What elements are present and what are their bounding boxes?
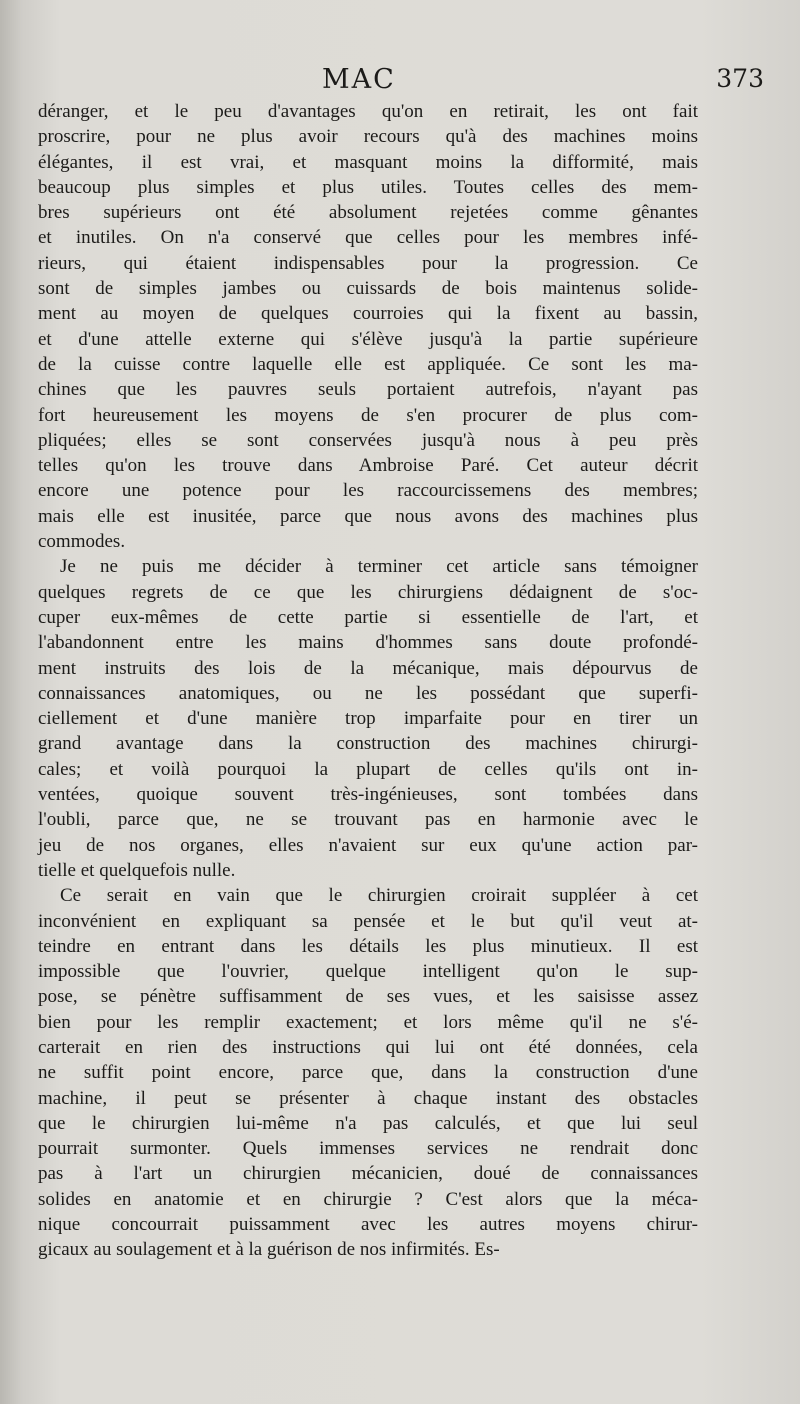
text-line: telles qu'on les trouve dans Ambroise Paré. Cet auteur décrit — [38, 455, 698, 477]
paragraph — [38, 99, 698, 554]
text-line: nique concourrait puissamment avec les autres moyens chirur- — [38, 1214, 698, 1236]
text-line: proscrire, pour ne plus avoir recours qu'à des machines moins — [38, 126, 698, 148]
text-line: bres supérieurs ont été absolument rejetées comme gênantes — [38, 202, 698, 224]
text-line: Ce serait en vain que le chirurgien croirait suppléer à cet — [60, 885, 698, 907]
paragraph — [38, 883, 698, 1262]
text-line: commodes. — [38, 531, 126, 553]
text-line: l'abandonnent entre les mains d'hommes sans doute profondé- — [38, 632, 698, 654]
text-line: inconvénient en expliquant sa pensée et le but qu'il veut at- — [38, 910, 698, 932]
text-line: cuper eux-mêmes de cette partie si essentielle de l'art, et — [38, 606, 698, 628]
text-line: solides en anatomie et en chirurgie ? C'est alors que la méca- — [38, 1188, 698, 1210]
text-line: pliquées; elles se sont conservées jusqu'à nous à peu près — [38, 429, 698, 451]
text-line: chines que les pauvres seuls portaient autrefois, n'ayant pas — [38, 379, 698, 401]
text-line: beaucoup plus simples et plus utiles. Toutes celles des mem- — [38, 176, 698, 198]
text-line: encore une potence pour les raccourcissemens des membres; — [38, 480, 698, 502]
text-line: l'oubli, parce que, ne se trouvant pas en harmonie avec le — [38, 809, 698, 831]
text-line: Je ne puis me décider à terminer cet article sans témoigner — [60, 556, 698, 578]
text-line: élégantes, il est vrai, et masquant moins la difformité, mais — [38, 151, 698, 173]
text-line: machine, il peut se présenter à chaque instant des obstacles — [38, 1087, 698, 1109]
text-line: bien pour les remplir exactement; et lors même qu'il ne s'é- — [38, 1011, 698, 1033]
text-line: et d'une attelle externe qui s'élève jusqu'à la partie supérieure — [38, 328, 698, 350]
text-line: pourrait surmonter. Quels immenses services ne rendrait donc — [38, 1138, 698, 1160]
text-line: que le chirurgien lui-même n'a pas calculés, et que lui seul — [38, 1112, 698, 1134]
text-line: cales; et voilà pourquoi la plupart de celles qu'ils ont in- — [38, 758, 698, 780]
text-line: pose, se pénètre suffisamment de ses vues, et les saisisse assez — [38, 986, 698, 1008]
text-line: grand avantage dans la construction des machines chirurgi- — [38, 733, 698, 755]
text-line: connaissances anatomiques, ou ne les possédant que superfi- — [38, 682, 698, 704]
text-line: quelques regrets de ce que les chirurgiens dédaignent de s'oc- — [38, 581, 698, 603]
text-line: jeu de nos organes, elles n'avaient sur eux qu'une action par- — [38, 834, 698, 856]
text-line: carterait en rien des instructions qui lui ont été données, cela — [38, 1036, 698, 1058]
text-line: teindre en entrant dans les détails les plus minutieux. Il est — [38, 935, 698, 957]
text-line: déranger, et le peu d'avantages qu'on en retirait, les ont fait — [38, 101, 698, 122]
text-line: impossible que l'ouvrier, quelque intelligent qu'on le sup- — [38, 961, 698, 983]
text-line: gicaux au soulagement et à la guérison de nos infirmités. Es- — [38, 1239, 500, 1261]
paragraph — [38, 554, 698, 883]
text-line: fort heureusement les moyens de s'en procurer de plus com- — [38, 404, 698, 426]
text-line: tielle et quelquefois nulle. — [38, 859, 236, 881]
running-head: MAC — [322, 64, 396, 95]
text-line: ventées, quoique souvent très-ingénieuses, sont tombées dans — [38, 784, 698, 806]
text-line: ment instruits des lois de la mécanique, mais dépourvus de — [38, 657, 698, 679]
page-number: 373 — [716, 64, 764, 93]
text-line: pas à l'art un chirurgien mécanicien, doué de connaissances — [38, 1163, 698, 1185]
text-line: et inutiles. On n'a conservé que celles pour les membres infé- — [38, 227, 698, 249]
text-line: sont de simples jambes ou cuissards de bois maintenus solide- — [38, 278, 698, 300]
text-line: ne suffit point encore, parce que, dans la construction d'une — [38, 1062, 698, 1084]
page-header — [0, 64, 800, 98]
text-line: mais elle est inusitée, parce que nous avons des machines plus — [38, 505, 698, 527]
text-line: rieurs, qui étaient indispensables pour la progression. Ce — [38, 252, 698, 274]
text-line: ment au moyen de quelques courroies qui la fixent au bassin, — [38, 303, 698, 325]
text-line: de la cuisse contre laquelle elle est appliquée. Ce sont les ma- — [38, 353, 698, 375]
body-text — [38, 99, 698, 1263]
text-line: ciellement et d'une manière trop imparfaite pour en tirer un — [38, 708, 698, 730]
